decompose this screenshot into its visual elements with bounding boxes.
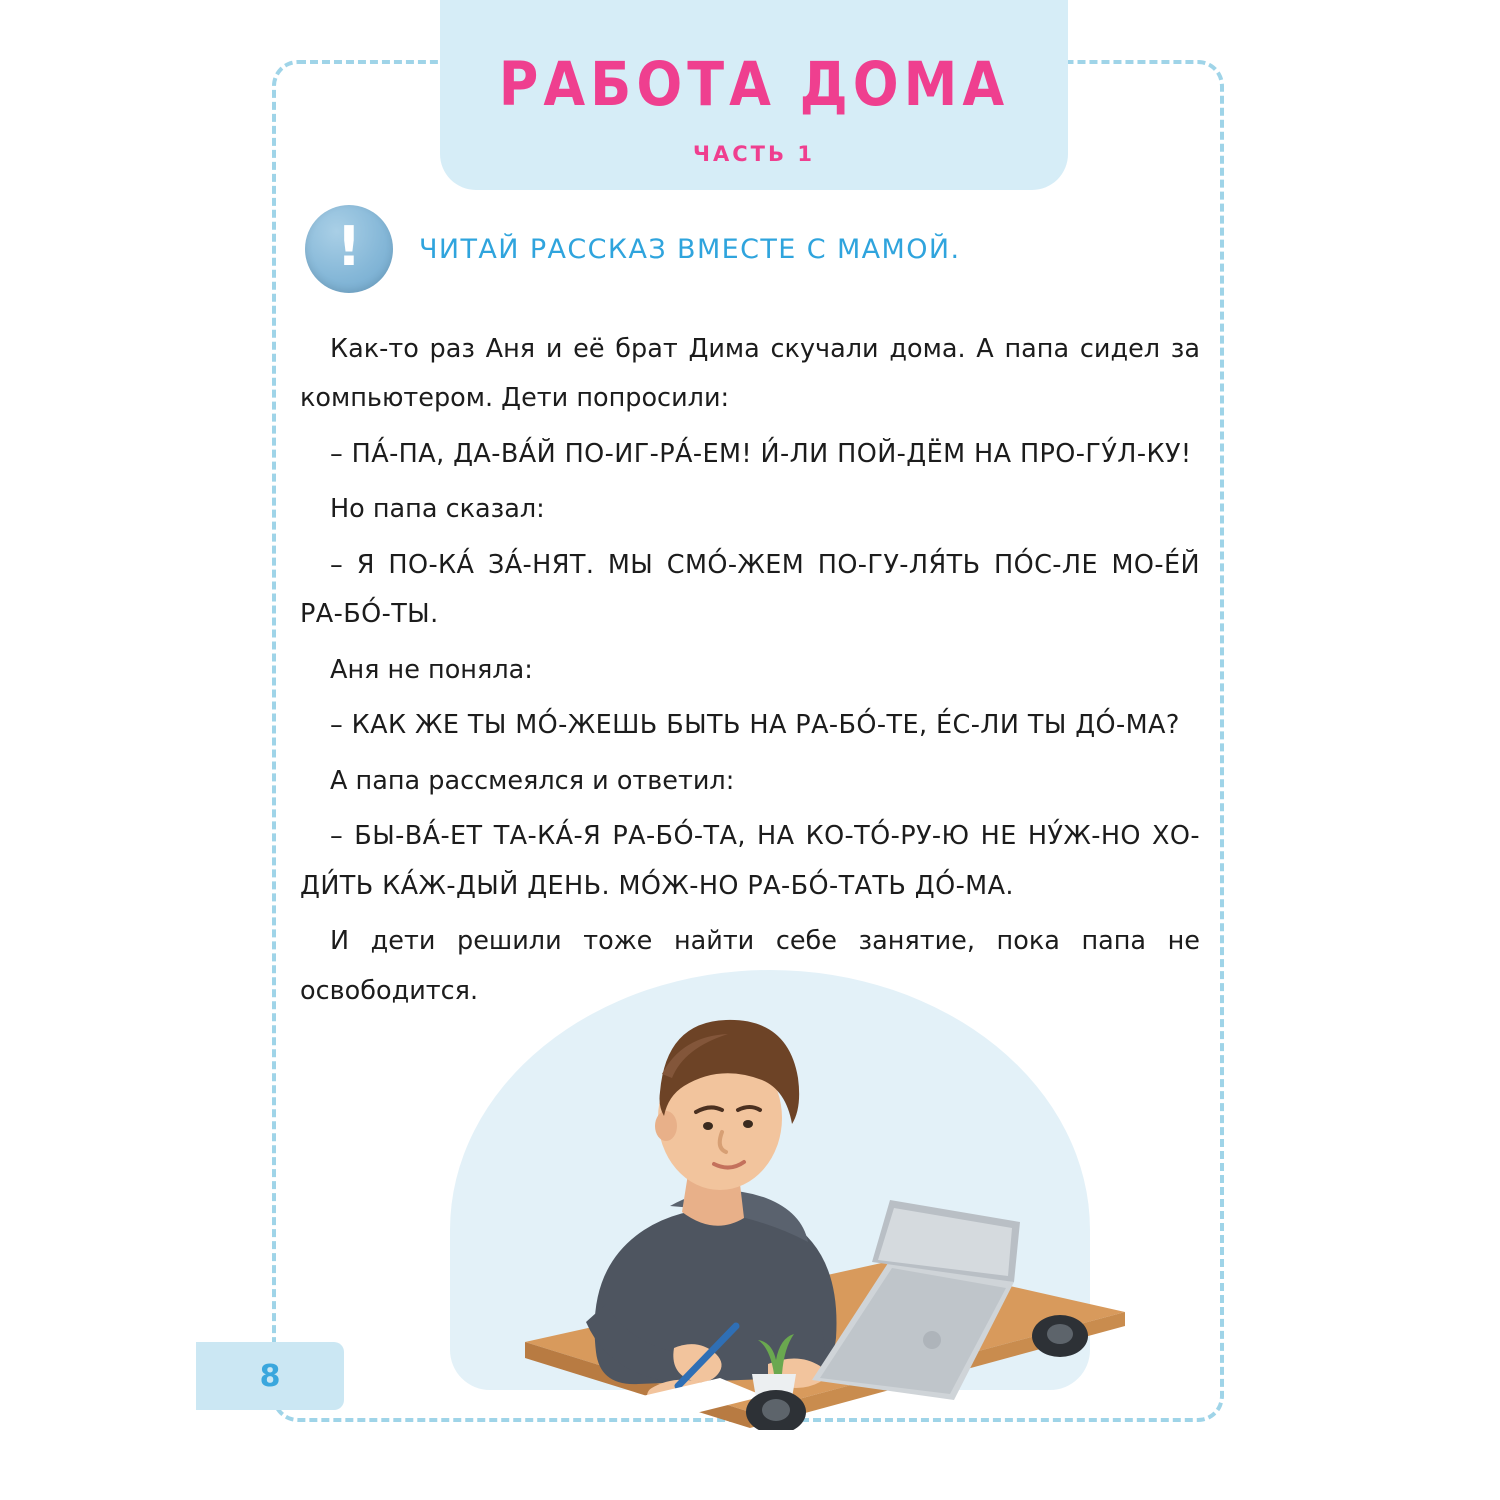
page-number bbox=[196, 1342, 344, 1410]
story-paragraph: А папа рассмеялся и ответил: bbox=[330, 765, 735, 796]
story-paragraph: Но папа сказал: bbox=[330, 494, 545, 525]
exclamation-badge-icon bbox=[305, 205, 393, 293]
story-paragraph: Аня не поняла: bbox=[330, 654, 533, 685]
story-paragraph: И дети решили тоже найти себе занятие, пока папа не освободится. bbox=[300, 926, 1200, 1006]
exclamation-glyph: ! bbox=[336, 215, 362, 278]
instruction-row bbox=[305, 205, 960, 293]
page-subtitle: ЧАСТЬ 1 bbox=[693, 142, 815, 166]
story-paragraph: – БЫ-ВА́-ЕТ ТА-КА́-Я РА-БО́-ТА, НА КО-ТО́-РУ-Ю НЕ НУ́Ж-НО ХО-ДИ́ТЬ КА́Ж-ДЫЙ ДЕНЬ. МО́Ж-НО РА-БО́-ТАТЬ ДО́-МА. bbox=[300, 821, 1200, 901]
story-paragraph: Как-то раз Аня и её брат Дима скучали дома. А папа сидел за компьютером. Дети попросили: bbox=[300, 334, 1200, 414]
story-paragraph: – ПА́-ПА, ДА-ВА́Й ПО-ИГ-РА́-ЕМ! И́-ЛИ ПОЙ-ДЁМ НА ПРО-ГУ́Л-КУ! bbox=[330, 438, 1192, 469]
instruction-text: ЧИТАЙ РАССКАЗ ВМЕСТЕ С МАМОЙ. bbox=[419, 233, 961, 265]
page-title: РАБОТА ДОМА bbox=[498, 49, 1010, 120]
story-paragraph: – КАК ЖЕ ТЫ МО́-ЖЕШЬ БЫТЬ НА РА-БО́-ТЕ, Е́С-ЛИ ТЫ ДО́-МА? bbox=[330, 710, 1180, 741]
story-paragraph: – Я ПО-КА́ ЗА́-НЯТ. МЫ СМО́-ЖЕМ ПО-ГУ-ЛЯ́ТЬ ПО́С-ЛЕ МО-Е́Й РА-БО́-ТЫ. bbox=[300, 549, 1200, 630]
title-banner bbox=[440, 0, 1068, 190]
page-number-value: 8 bbox=[259, 1358, 281, 1394]
boy-at-desk-illustration bbox=[420, 960, 1160, 1430]
illustration-art bbox=[420, 960, 1160, 1430]
story-body bbox=[300, 325, 1200, 1022]
